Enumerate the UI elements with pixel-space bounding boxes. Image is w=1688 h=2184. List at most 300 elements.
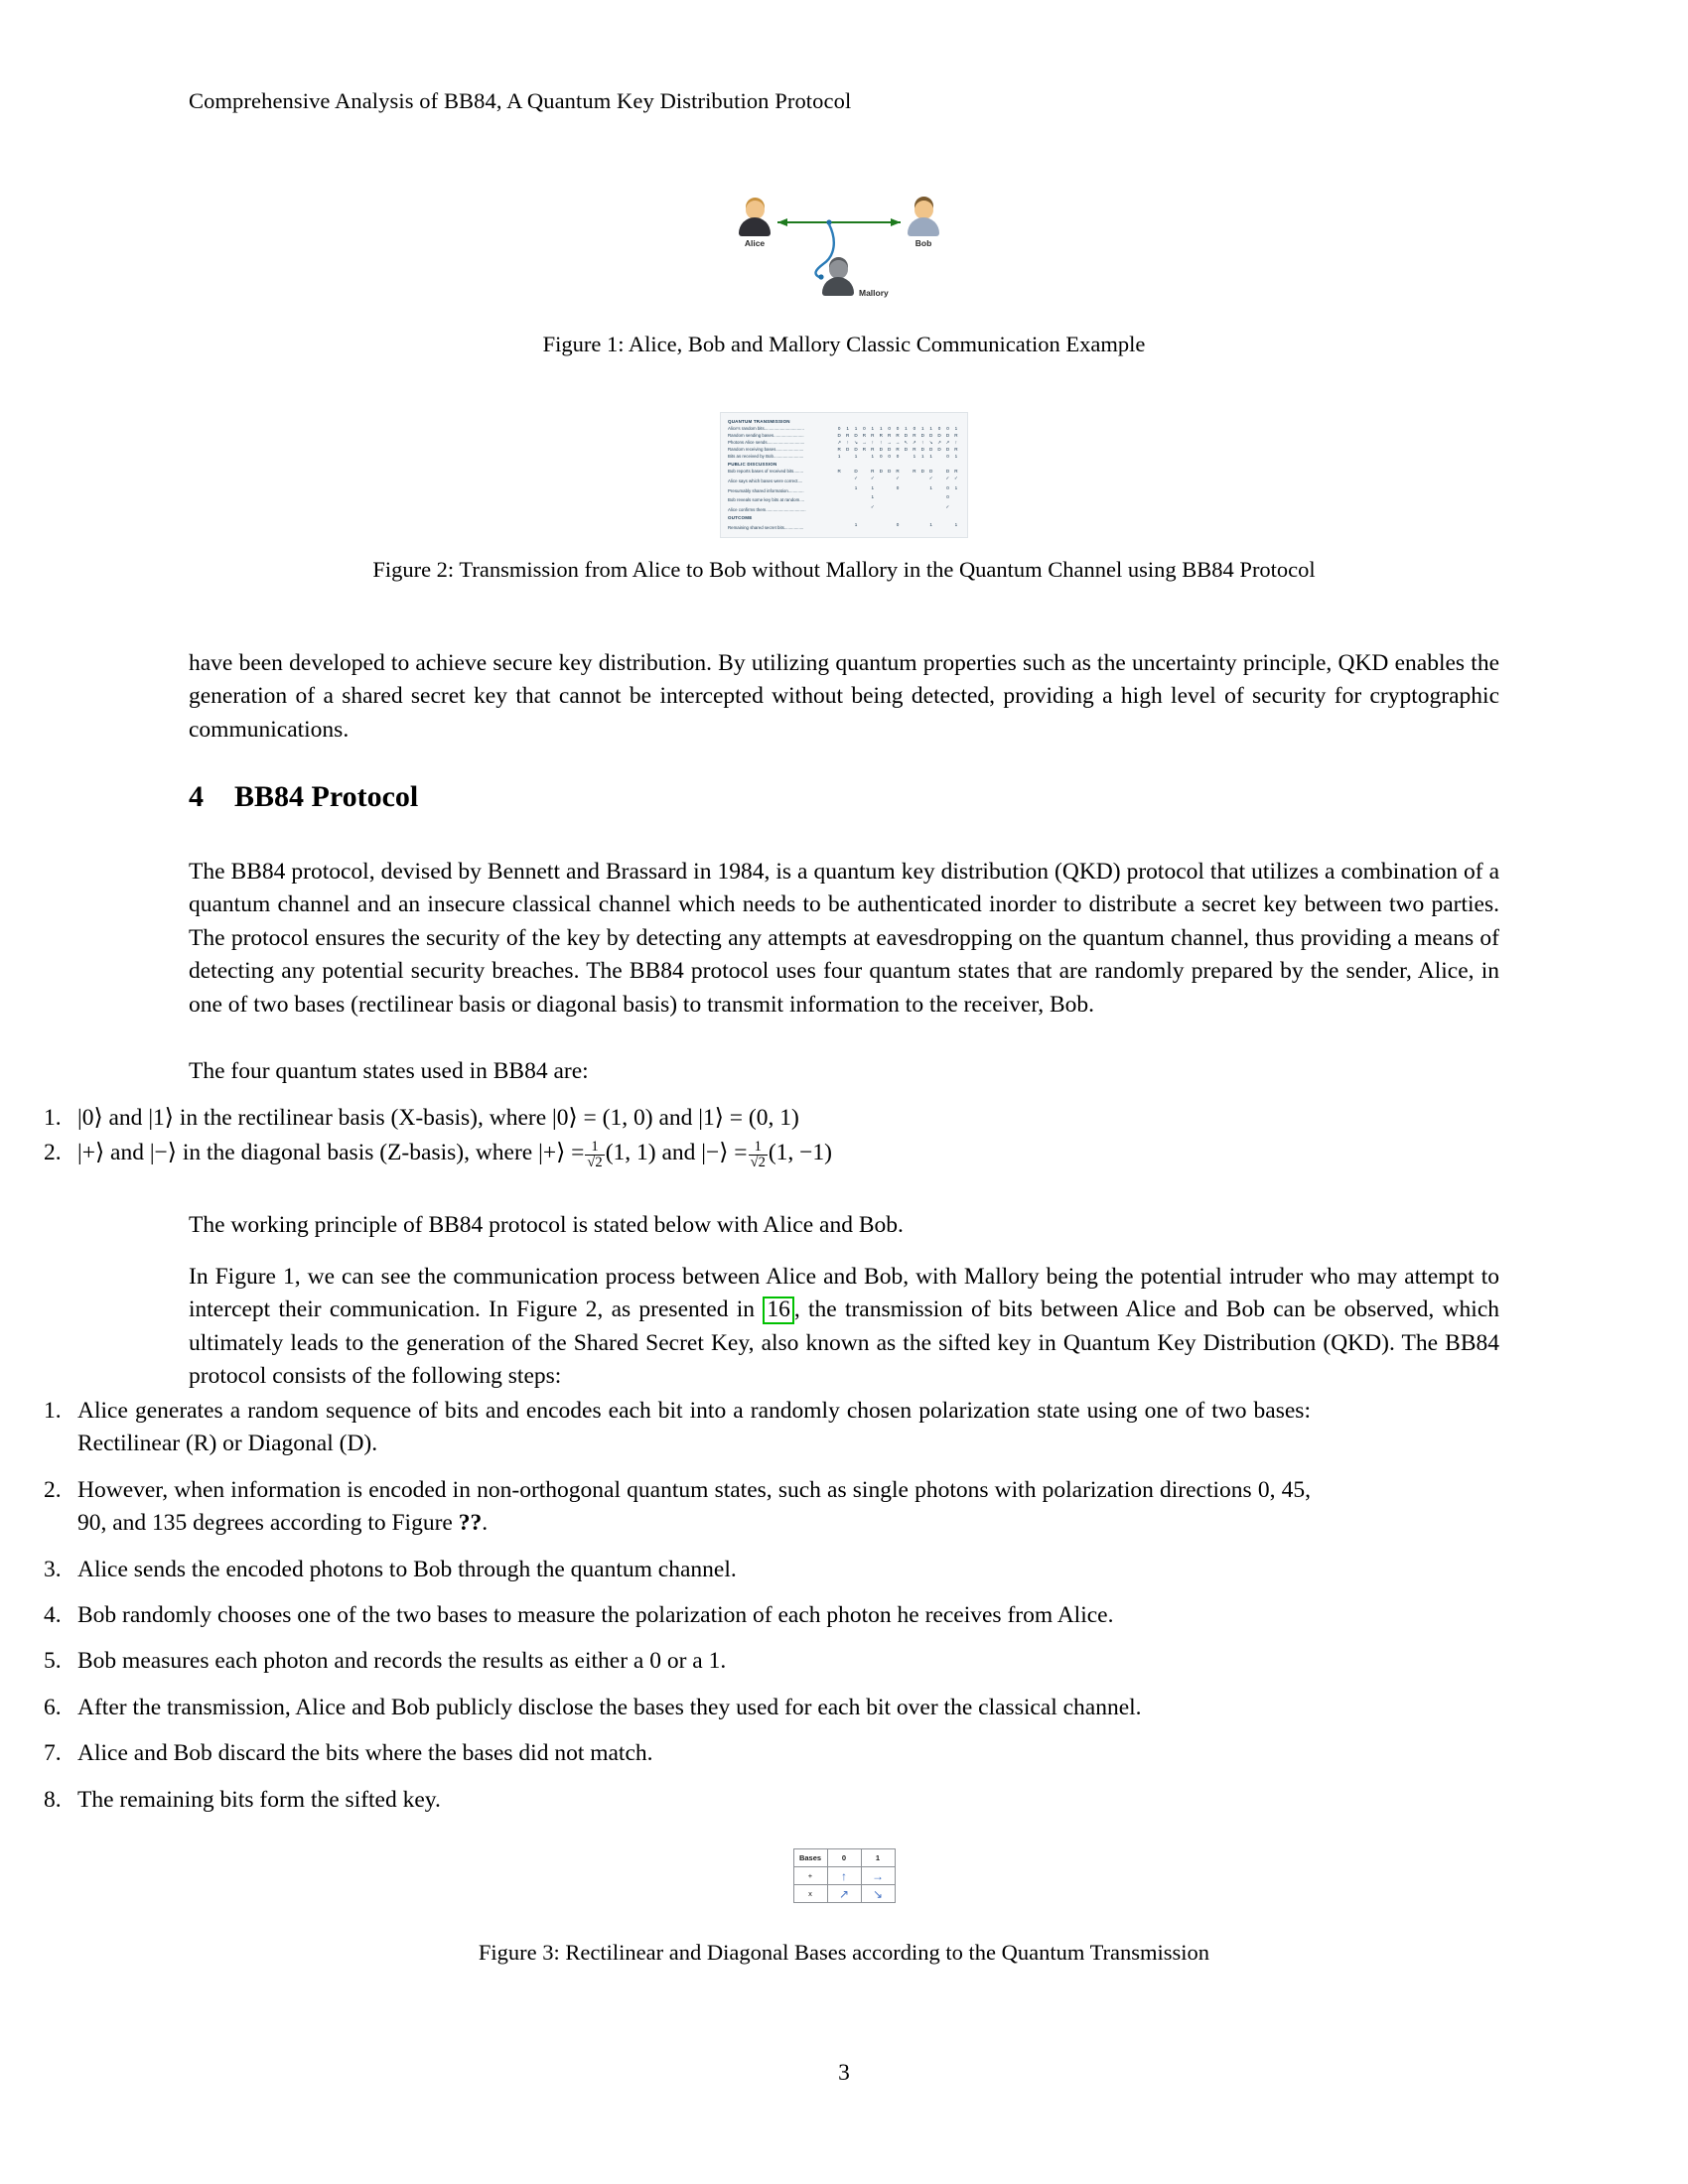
figure-2-cell: 1 xyxy=(954,426,958,432)
figure-2-cell xyxy=(843,504,851,511)
figure-2-cell: 0 xyxy=(863,426,866,432)
intro-paragraph: have been developed to achieve secure key distribution. By utilizing quantum properties such as the uncertainty principle, QKD enables the generation of a shared secret key that cannot be intercepted without being detected, providing a high level of security for cryptographic communications. xyxy=(189,650,1499,743)
figure-2-row xyxy=(728,469,960,476)
step-text: Bob measures each photon and records the results as either a 0 or a 1. xyxy=(77,1648,727,1675)
paragraph-text-a: In Figure 1, we can see the communication process between Alice and Bob, with Mallory being the potential intruder who may attempt to intercept their communication. In Figure 2, as presented in xyxy=(189,1264,1499,1323)
figure-2-cell: ↑ xyxy=(871,440,874,446)
figure-2-cell: → xyxy=(895,440,901,446)
paragraph-bb84-overview: The BB84 protocol, devised by Bennett and Brassard in 1984, is a quantum key distribution (QKD) protocol that utilizes a combination of a quantum channel and an insecure classical channel which needs to be authenticated inorder to distribute a secret key between two parties. The protocol ensures the security of the key by detecting any attempts at eavesdropping on the quantum channel, thus providing a means of detecting any potential security breaches. The BB84 protocol uses four quantum states that are randomly prepared by the sender, Alice, in one of two bases (rectilinear basis or diagonal basis) to transmit information to the receiver, Bob. xyxy=(189,859,1499,1018)
figure-2-cell: 1 xyxy=(954,453,958,459)
figure-2-row xyxy=(728,433,960,440)
figure-2-cell xyxy=(860,494,868,501)
figure-2-cell xyxy=(835,504,843,511)
figure-2-row-cells xyxy=(835,469,960,476)
figure-2-cell: D xyxy=(920,433,924,439)
figure-2-cell: ↗ xyxy=(945,440,950,446)
figure-2-cell: → xyxy=(887,440,892,446)
figure-2-cell: 1 xyxy=(854,484,858,490)
figure-3 xyxy=(189,1848,1499,1967)
list-item xyxy=(0,1102,1311,1135)
figure-2-cell: D xyxy=(929,447,933,452)
figure-2-cell: 1 xyxy=(837,453,841,459)
figure-2-cell: 0 xyxy=(946,494,949,500)
figure-2-cell xyxy=(918,476,926,482)
list-marker: 2. xyxy=(44,1476,62,1503)
equals-sign-2: = xyxy=(734,1140,748,1166)
figure-2-row xyxy=(728,454,960,461)
figure-2-row-cells xyxy=(835,433,960,440)
figure-2-cell xyxy=(835,476,843,482)
figure-3-header-cell: 0 xyxy=(827,1849,861,1867)
step-text: Alice and Bob discard the bits where the bases did not match. xyxy=(77,1740,653,1767)
figure-2-cell: 1 xyxy=(905,426,908,432)
figure-2-cell: ↗ xyxy=(937,440,941,446)
figure-2-cell: R xyxy=(913,469,916,475)
figure-1-person-mallory xyxy=(819,260,889,298)
figure-2-cell: 0 xyxy=(896,484,900,490)
figure-2-cell: ↖ xyxy=(904,440,909,446)
figure-2-cell: 0 xyxy=(896,426,900,432)
list-marker: 2. xyxy=(44,1140,62,1166)
figure-2-cell: 1 xyxy=(854,521,858,527)
figure-2-cell: D xyxy=(887,447,892,452)
ket-minus-eq: |−⟩ xyxy=(701,1140,729,1166)
figure-2-cell: ↑ xyxy=(954,440,958,446)
figure-2-cell: 1 xyxy=(871,426,875,432)
list-marker: 3. xyxy=(44,1556,62,1582)
figure-2-cell xyxy=(918,485,926,492)
figure-2-cell: D xyxy=(945,469,950,475)
figure-2-cell xyxy=(843,454,851,461)
figure-3-basis-cell: + xyxy=(793,1867,827,1885)
figure-2-row-label: Photons Alice sends............................... xyxy=(728,440,805,446)
list-item xyxy=(0,1474,1311,1541)
figure-2-cell: ✓ xyxy=(870,503,875,509)
paragraph-text-b: , the transmission of bits between Alice and Bob can be observed, which ultimately leads to the generation of the Shared Secret Key, also known as the sifted key in Quantum Key Distribution (QKD). The BB84 protocol consists of the following steps: xyxy=(189,1297,1500,1390)
paragraph-figures-discussion xyxy=(189,1261,1499,1394)
list-item xyxy=(0,1692,1311,1724)
figure-2-row-label: Bits as received by Bob......................... xyxy=(728,453,804,459)
ket-one: |1⟩ xyxy=(148,1105,174,1131)
figure-2-cell: 0 xyxy=(888,453,891,459)
list-marker: 6. xyxy=(44,1694,62,1720)
figure-2-row-cells xyxy=(835,426,960,433)
list-marker: 7. xyxy=(44,1740,62,1767)
figure-2-cell xyxy=(843,494,851,501)
figure-2-cell: 1 xyxy=(920,453,924,459)
figure-2-cell: R xyxy=(879,433,883,439)
figure-2-row-label: Presumably shared information............. xyxy=(728,487,804,493)
person-label: Alice xyxy=(744,238,766,248)
figure-2-cell: D xyxy=(854,433,858,439)
text-and-2: and xyxy=(658,1105,693,1131)
figure-2-cell: R xyxy=(954,447,958,452)
list-marker: 1. xyxy=(44,1105,62,1131)
figure-3-bases-table xyxy=(793,1848,896,1903)
figure-2-row-label: Random sending bases......................... xyxy=(728,433,804,439)
radicand: 2 xyxy=(595,1155,603,1171)
figure-2-cell: 0 xyxy=(879,453,883,459)
figure-2-cell: 1 xyxy=(913,453,916,459)
figure-2-cell: R xyxy=(913,433,916,439)
figure-3-arrow-zero-icon: ↗ xyxy=(827,1885,861,1903)
figure-2-cell xyxy=(885,494,893,501)
figure-1-artwork xyxy=(710,179,978,313)
figure-2-cell: 1 xyxy=(929,521,932,527)
figure-2-cell: 0 xyxy=(896,521,900,527)
figure-2-cell: 0 xyxy=(946,426,949,432)
figure-2-cell: 1 xyxy=(879,426,883,432)
figure-2-cell xyxy=(935,476,943,482)
figure-2-cell: D xyxy=(929,469,933,475)
ket-one-eq: |1⟩ xyxy=(698,1105,724,1131)
figure-2-cell xyxy=(902,485,910,492)
figure-2-cell xyxy=(894,494,902,501)
ket-minus: |−⟩ xyxy=(149,1140,177,1166)
figure-2-row xyxy=(728,522,960,532)
figure-2-section-title: PUBLIC DISCUSSION xyxy=(728,461,777,467)
paragraph-four-states-intro: The four quantum states used in BB84 are: xyxy=(189,1058,589,1084)
figure-2-cell: D xyxy=(854,469,858,475)
figure-2-cell: D xyxy=(937,447,941,452)
section-number: 4 xyxy=(189,780,204,813)
figure-2-cell: 1 xyxy=(846,426,849,432)
figure-2-row-label: Random receiving bases....................... xyxy=(728,447,804,452)
text-basis-desc: in the diagonal basis (Z-basis), where xyxy=(182,1140,533,1166)
figure-2-cell xyxy=(860,485,868,492)
figure-2-cell: 0 xyxy=(913,426,916,432)
vector-minus: (1, −1) xyxy=(768,1140,832,1166)
step-text: Bob randomly chooses one of the two bases to measure the polarization of each photon he receives from Alice. xyxy=(77,1602,1114,1629)
figure-2-cell: ✓ xyxy=(896,476,900,480)
figure-2-cell xyxy=(835,494,843,501)
figure-2-row xyxy=(728,476,960,485)
quantum-states-list xyxy=(0,1102,1311,1173)
figure-2-cell: → xyxy=(862,440,867,446)
figure-2-cell: D xyxy=(945,447,950,452)
figure-2-row xyxy=(728,447,960,454)
figure-2-cell: 1 xyxy=(929,484,932,490)
figure-2-cell xyxy=(835,485,843,492)
figure-2-cell: D xyxy=(845,447,850,452)
figure-2-cell xyxy=(885,504,893,511)
figure-2-cell xyxy=(952,494,960,501)
step-text: Alice sends the encoded photons to Bob through the quantum channel. xyxy=(77,1556,737,1582)
figure-2-cell: ✓ xyxy=(945,476,950,480)
person-label: Mallory xyxy=(859,288,889,298)
figure-2-cell xyxy=(843,476,851,482)
figure-2-cell: D xyxy=(945,433,950,439)
figure-2-cell: R xyxy=(954,433,958,439)
figure-2-cell xyxy=(902,504,910,511)
figure-3-header-cell: Bases xyxy=(793,1849,827,1867)
figure-2-row-label: Bob reports bases of received bits........ xyxy=(728,469,804,475)
figure-2-cell: R xyxy=(862,447,867,452)
vector-plus: (1, 1) xyxy=(605,1140,656,1166)
figure-2-cell: 1 xyxy=(954,521,958,527)
fraction-numerator: 1 xyxy=(754,1138,762,1155)
equation-zero: = (1, 0) xyxy=(583,1105,653,1131)
figure-2-cell: 1 xyxy=(929,426,932,432)
figure-2-cell: D xyxy=(887,469,892,475)
section-title: BB84 Protocol xyxy=(234,780,419,813)
figure-2-cell xyxy=(952,504,960,511)
figure-1-person-bob xyxy=(905,201,942,248)
figure-2-cell: ✓ xyxy=(945,503,950,509)
figure-2-cell: ↑ xyxy=(846,440,849,446)
figure-2-cell xyxy=(860,476,868,482)
figure-2-cell: R xyxy=(837,469,841,475)
list-marker: 8. xyxy=(44,1786,62,1813)
step-text: The remaining bits form the sifted key. xyxy=(77,1786,441,1813)
avatar-body-icon xyxy=(739,217,771,236)
figure-3-arrow-zero-icon: ↑ xyxy=(827,1867,861,1885)
figure-3-caption: Figure 3: Rectilinear and Diagonal Bases according to the Quantum Transmission xyxy=(478,1940,1210,1965)
figure-2-cell: R xyxy=(896,433,900,439)
figure-2-cell xyxy=(902,494,910,501)
figure-2-cell xyxy=(902,454,910,461)
table-row xyxy=(793,1849,895,1867)
figure-2-cell xyxy=(843,485,851,492)
figure-1-caption: Figure 1: Alice, Bob and Mallory Classic Communication Example xyxy=(542,332,1146,356)
figure-2-cell: R xyxy=(871,433,875,439)
figure-2-cell: 1 xyxy=(854,426,858,432)
figure-2-cell xyxy=(860,469,868,476)
figure-2-cell xyxy=(935,469,943,476)
figure-2-row-cells xyxy=(835,504,960,511)
list-item xyxy=(0,1784,1311,1817)
figure-2-cell xyxy=(926,504,934,511)
text-and: and xyxy=(108,1105,143,1131)
list-item xyxy=(0,1395,1311,1461)
figure-2-cell xyxy=(877,504,885,511)
ket-zero: |0⟩ xyxy=(77,1105,103,1131)
figure-2-cell xyxy=(926,494,934,501)
figure-2-cell: R xyxy=(871,469,875,475)
figure-2-cell: D xyxy=(904,447,909,452)
figure-2-row-label: Alice confirms them................................. xyxy=(728,506,806,512)
figure-2-cell xyxy=(869,522,877,529)
figure-2-cell: ↑ xyxy=(921,440,924,446)
citation-link-16[interactable] xyxy=(763,1297,794,1324)
figure-2-section-title: OUTCOME xyxy=(728,514,753,520)
figure-2-cell xyxy=(935,494,943,501)
figure-2-cell xyxy=(911,522,918,529)
list-item xyxy=(0,1599,1311,1632)
figure-2-cell xyxy=(894,504,902,511)
figure-2-cell: 1 xyxy=(920,426,924,432)
figure-3-arrow-one-icon: → xyxy=(861,1867,895,1885)
figure-2-cell: D xyxy=(904,433,909,439)
figure-2-cell xyxy=(911,494,918,501)
figure-2-cell xyxy=(902,469,910,476)
figure-2-cell: ✓ xyxy=(854,476,858,480)
figure-2-cell xyxy=(918,494,926,501)
text-and-2: and xyxy=(661,1140,696,1166)
figure-2-cell xyxy=(852,494,860,501)
avatar-body-icon xyxy=(822,277,854,296)
figure-2-caption: Figure 2: Transmission from Alice to Bob without Mallory in the Quantum Channel using BB84 Protocol xyxy=(372,557,1316,583)
step-text-b: . xyxy=(482,1510,489,1537)
figure-2-row xyxy=(728,504,960,514)
figure-2-cell: ↗ xyxy=(837,440,842,446)
figure-2-cell: 1 xyxy=(871,453,875,459)
avatar-body-icon xyxy=(908,217,939,236)
figure-2-cell: D xyxy=(837,433,841,439)
figure-2-cell xyxy=(885,476,893,482)
figure-2-cell: 0 xyxy=(888,426,891,432)
figure-2-cell xyxy=(860,504,868,511)
text-basis-desc: in the rectilinear basis (X-basis), where xyxy=(179,1105,547,1131)
figure-2-cell xyxy=(860,522,868,529)
list-item xyxy=(0,1554,1311,1586)
figure-2-row-cells xyxy=(835,494,960,501)
figure-2-row-cells xyxy=(835,454,960,461)
figure-2-cell: ↘ xyxy=(928,440,933,446)
figure-2-cell: D xyxy=(920,469,924,475)
figure-2-cell xyxy=(935,454,943,461)
figure-2-cell: ✓ xyxy=(870,476,875,480)
figure-2-section-title: QUANTUM TRANSMISSION xyxy=(728,419,790,424)
figure-2-cell: 0 xyxy=(946,484,949,490)
fraction-one-over-sqrt-two-2 xyxy=(749,1140,768,1171)
figure-2-cell xyxy=(918,504,926,511)
figure-2-cell: 1 xyxy=(854,453,858,459)
equals-sign: = xyxy=(571,1140,585,1166)
bb84-steps-list xyxy=(0,1395,1311,1830)
figure-2-cell xyxy=(911,476,918,482)
figure-2-cell: 1 xyxy=(954,484,958,490)
figure-2-row-label: Alice says which bases were correct.... xyxy=(728,478,803,483)
citation-number: 16 xyxy=(767,1297,790,1323)
list-marker: 1. xyxy=(44,1398,62,1424)
figure-2-cell xyxy=(902,522,910,529)
page-number: 3 xyxy=(838,2060,850,2086)
figure-3-basis-cell: x xyxy=(793,1885,827,1903)
ket-plus: |+⟩ xyxy=(77,1140,105,1166)
step-text: Alice generates a random sequence of bits and encodes each bit into a randomly chosen polarization state using one of two bases: Rectilinear (R) or Diagonal (D). xyxy=(77,1398,1311,1457)
figure-2-cell xyxy=(911,485,918,492)
figure-2-cell xyxy=(877,522,885,529)
section-heading-bb84-protocol xyxy=(189,779,418,815)
broken-figure-reference: ?? xyxy=(458,1510,483,1537)
figure-2-cell: R xyxy=(887,433,892,439)
figure-2-row xyxy=(728,494,960,504)
figure-2-cell: R xyxy=(845,433,850,439)
table-row xyxy=(793,1867,895,1885)
figure-2-cell: D xyxy=(879,469,883,475)
figure-2-cell xyxy=(877,476,885,482)
paragraph-working-principle: The working principle of BB84 protocol is stated below with Alice and Bob. xyxy=(189,1212,904,1238)
figure-2-row xyxy=(728,485,960,495)
text-and: and xyxy=(110,1140,144,1166)
fraction-numerator: 1 xyxy=(591,1138,599,1155)
equation-one: = (0, 1) xyxy=(729,1105,799,1131)
figure-2-cell xyxy=(877,485,885,492)
figure-2-cell: D xyxy=(854,447,858,452)
figure-3-header-cell: 1 xyxy=(861,1849,895,1867)
ket-plus-eq: |+⟩ xyxy=(538,1140,566,1166)
figure-2-row xyxy=(728,426,960,433)
figure-2-cell: R xyxy=(913,447,916,452)
ket-zero-eq: |0⟩ xyxy=(552,1105,578,1131)
figure-2-cell: 0 xyxy=(896,453,900,459)
figure-2-cell: ✓ xyxy=(953,476,958,480)
figure-2-cell: D xyxy=(929,433,933,439)
figure-2-cell: D xyxy=(937,433,941,439)
figure-2-cell: 0 xyxy=(837,426,841,432)
figure-2-cell: 1 xyxy=(871,484,875,490)
figure-2-row-cells xyxy=(835,447,960,454)
figure-2-cell: R xyxy=(837,447,841,452)
figure-2-cell xyxy=(860,454,868,461)
figure-2-cell: ↑ xyxy=(880,440,883,446)
figure-2-cell: 0 xyxy=(937,426,941,432)
figure-2-cell xyxy=(918,522,926,529)
running-header: Comprehensive Analysis of BB84, A Quantum Key Distribution Protocol xyxy=(189,88,852,113)
fraction-denominator: √2 xyxy=(750,1155,766,1171)
figure-2-cell xyxy=(935,485,943,492)
figure-2-cell xyxy=(877,494,885,501)
figure-2-row xyxy=(728,440,960,447)
list-item xyxy=(0,1137,1311,1170)
figure-2-row-label: Remaining shared secret bits................ xyxy=(728,524,804,530)
figure-2-row-cells xyxy=(835,440,960,447)
figure-2-cell: R xyxy=(871,447,875,452)
list-marker: 5. xyxy=(44,1648,62,1675)
figure-2-cell: 1 xyxy=(929,453,932,459)
figure-2-cell: R xyxy=(862,433,867,439)
figure-2-cell: R xyxy=(896,469,900,475)
figure-2-cell: ↘ xyxy=(854,440,858,446)
figure-2-cell: D xyxy=(920,447,924,452)
figure-2-row-cells xyxy=(835,522,960,529)
figure-2-cell: R xyxy=(896,447,900,452)
figure-2-row-cells xyxy=(835,485,960,492)
figure-2-cell xyxy=(843,522,851,529)
figure-2-cell: 0 xyxy=(946,453,949,459)
list-item xyxy=(0,1645,1311,1678)
figure-2-cell: D xyxy=(879,447,883,452)
figure-2-cell: R xyxy=(954,469,958,475)
figure-2-cell xyxy=(835,522,843,529)
figure-2-cell: ✓ xyxy=(928,476,933,480)
figure-3-arrow-one-icon: ↘ xyxy=(861,1885,895,1903)
figure-1-person-alice xyxy=(736,201,774,248)
figure-2-cell: ↗ xyxy=(912,440,916,446)
figure-2-cell xyxy=(935,504,943,511)
figure-2 xyxy=(189,412,1499,585)
person-label: Bob xyxy=(914,238,932,248)
list-marker: 4. xyxy=(44,1602,62,1629)
figure-2-cell xyxy=(843,469,851,476)
fraction-one-over-sqrt-two xyxy=(585,1140,604,1171)
figure-2-cell xyxy=(943,522,951,529)
fraction-denominator: √2 xyxy=(587,1155,603,1171)
radicand: 2 xyxy=(758,1155,766,1171)
figure-2-row-cells xyxy=(835,476,960,482)
figure-2-cell xyxy=(885,485,893,492)
step-text: After the transmission, Alice and Bob publicly disclose the bases they used for each bit over the classical channel. xyxy=(77,1694,1142,1720)
figure-2-cell xyxy=(885,522,893,529)
figure-2-artwork xyxy=(720,412,968,538)
figure-2-row-label: Bob reveals some key bits at random.... xyxy=(728,497,805,503)
figure-2-cell: 1 xyxy=(871,494,875,500)
list-item xyxy=(0,1737,1311,1770)
figure-2-row-label: Alice's random bits................................. xyxy=(728,426,804,432)
table-row xyxy=(793,1885,895,1903)
figure-2-cell xyxy=(911,504,918,511)
